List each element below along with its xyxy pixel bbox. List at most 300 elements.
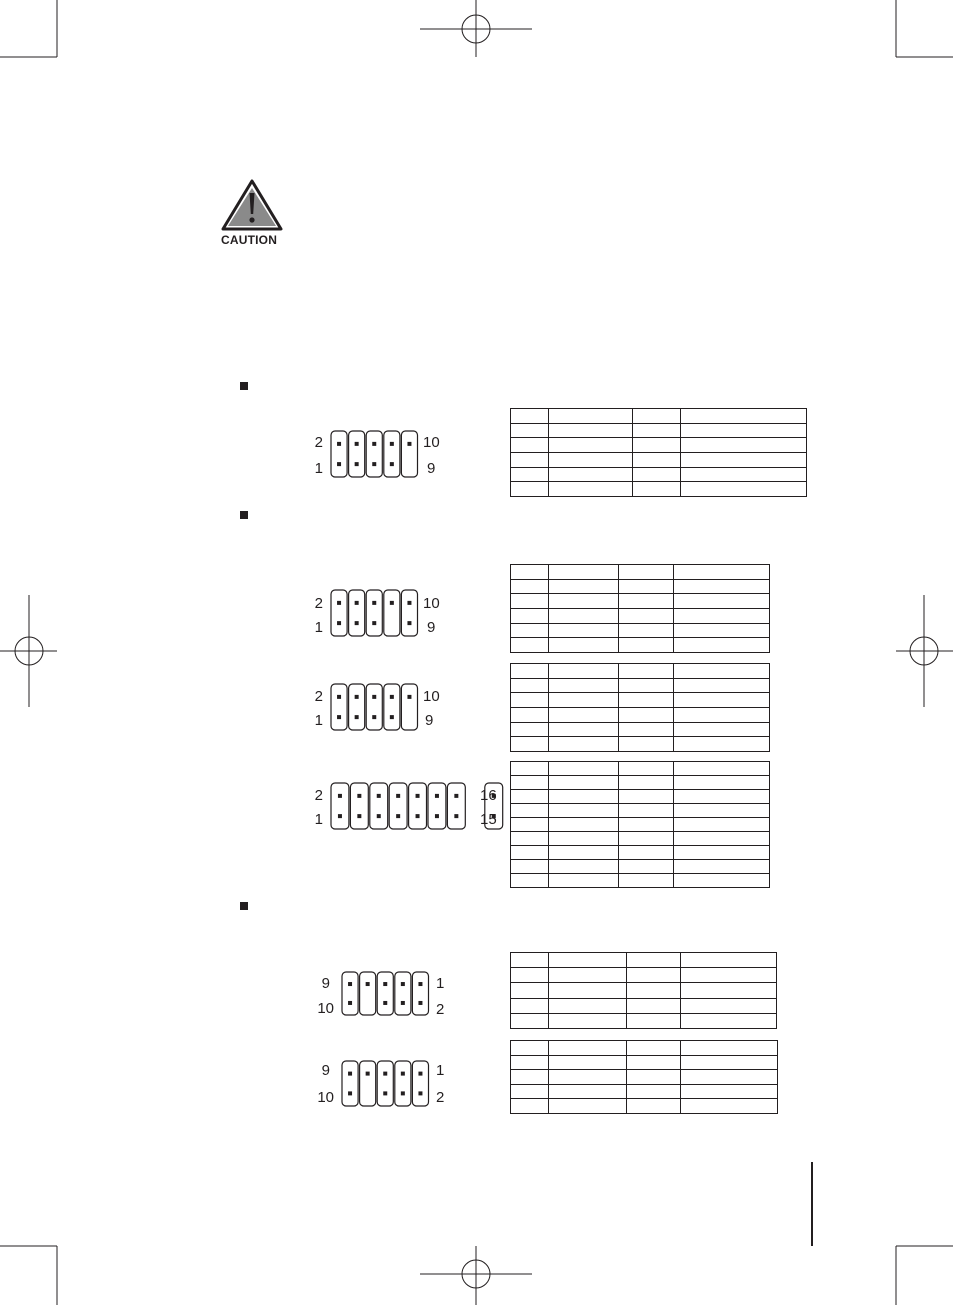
table-cell xyxy=(511,579,549,594)
table-cell xyxy=(511,565,549,580)
table-row xyxy=(511,983,777,998)
table-cell xyxy=(619,565,674,580)
table-cell xyxy=(681,968,777,983)
pin-column xyxy=(350,783,368,829)
table-row xyxy=(511,1084,778,1099)
table-cell xyxy=(674,846,770,860)
table-cell xyxy=(549,482,633,497)
pin-label-top-left: 2 xyxy=(314,688,323,705)
pin-dot xyxy=(435,814,439,818)
pin-column xyxy=(349,431,365,477)
table-row xyxy=(511,953,777,968)
table-cell xyxy=(681,1041,778,1056)
pin-dot xyxy=(355,442,359,446)
table-cell xyxy=(627,983,681,998)
table-cell xyxy=(511,737,549,752)
table-cell xyxy=(681,1099,778,1114)
pin-label-top-left: 9 xyxy=(321,975,330,992)
table-cell xyxy=(549,1070,627,1085)
pin-column xyxy=(395,1061,411,1106)
pin-column xyxy=(409,783,427,829)
caution-label: CAUTION xyxy=(221,233,278,247)
table-row xyxy=(511,722,770,737)
table-cell xyxy=(674,776,770,790)
table-row xyxy=(511,438,807,453)
table-cell xyxy=(549,693,619,708)
pin-dot xyxy=(337,462,341,466)
pin-dot xyxy=(407,601,411,605)
pin-column xyxy=(370,783,388,829)
pin-dot xyxy=(383,1091,387,1095)
pin-dot xyxy=(390,442,394,446)
pin-label-bottom-right: 2 xyxy=(436,1089,445,1106)
table-cell xyxy=(627,1084,681,1099)
pin-column xyxy=(349,684,365,730)
pin-dot xyxy=(377,814,381,818)
table-cell xyxy=(619,638,674,653)
pin-column xyxy=(412,972,428,1015)
table-row xyxy=(511,1070,778,1085)
table-cell xyxy=(511,998,549,1013)
pin-label-bottom-right: 2 xyxy=(436,1001,445,1018)
table-cell xyxy=(681,409,807,424)
page-edge-bar xyxy=(811,1162,813,1246)
pin-dot xyxy=(348,1072,352,1076)
pin-dot xyxy=(407,695,411,699)
pin-column xyxy=(366,590,382,636)
table-cell xyxy=(674,874,770,888)
table-cell xyxy=(549,1013,627,1028)
pin-assignment-table xyxy=(510,663,770,752)
table-row xyxy=(511,804,770,818)
table-cell xyxy=(549,453,633,468)
table-cell xyxy=(511,438,549,453)
table-cell xyxy=(511,409,549,424)
pin-column xyxy=(428,783,446,829)
pin-dot xyxy=(357,794,361,798)
table-cell xyxy=(549,565,619,580)
table-cell xyxy=(549,1055,627,1070)
pin-dot xyxy=(383,1072,387,1076)
table-cell xyxy=(627,1055,681,1070)
table-row xyxy=(511,998,777,1013)
table-cell xyxy=(511,423,549,438)
table-cell xyxy=(511,790,549,804)
table-cell xyxy=(619,818,674,832)
pin-dot xyxy=(418,1001,422,1005)
table-cell xyxy=(511,482,549,497)
pin-dot xyxy=(355,601,359,605)
pin-dot xyxy=(383,982,387,986)
pin-column xyxy=(401,431,417,477)
table-cell xyxy=(549,762,619,776)
table-cell xyxy=(511,776,549,790)
pin-dot xyxy=(348,1091,352,1095)
table-cell xyxy=(619,609,674,624)
table-cell xyxy=(619,722,674,737)
table-row xyxy=(511,409,807,424)
pin-dot xyxy=(357,814,361,818)
table-cell xyxy=(674,708,770,723)
table-cell xyxy=(633,423,681,438)
pin-label-bottom-left: 1 xyxy=(314,712,323,729)
table-cell xyxy=(511,1041,549,1056)
pin-label-bottom-right: 15 xyxy=(480,811,497,828)
pin-dot xyxy=(435,794,439,798)
table-row xyxy=(511,1055,778,1070)
pin-dot xyxy=(338,794,342,798)
table-cell xyxy=(627,1099,681,1114)
table-cell xyxy=(549,983,627,998)
table-row xyxy=(511,609,770,624)
pin-dot xyxy=(454,794,458,798)
table-cell xyxy=(511,467,549,482)
table-cell xyxy=(549,874,619,888)
table-cell xyxy=(549,804,619,818)
table-cell xyxy=(627,1013,681,1028)
table-cell xyxy=(674,818,770,832)
pin-column xyxy=(331,431,347,477)
table-cell xyxy=(633,482,681,497)
table-cell xyxy=(619,860,674,874)
table-cell xyxy=(674,565,770,580)
pin-column xyxy=(447,783,465,829)
pin-assignment-table xyxy=(510,761,770,888)
pin-dot xyxy=(407,621,411,625)
table-cell xyxy=(511,762,549,776)
pin-label-bottom-right: 9 xyxy=(425,712,434,729)
pin-dot xyxy=(401,1091,405,1095)
table-cell xyxy=(511,846,549,860)
table-row xyxy=(511,579,770,594)
table-cell xyxy=(674,609,770,624)
table-cell xyxy=(674,722,770,737)
pin-dot xyxy=(390,715,394,719)
pin-dot xyxy=(337,442,341,446)
pin-column xyxy=(401,684,417,730)
table-cell xyxy=(674,623,770,638)
pin-dot xyxy=(416,794,420,798)
table-cell xyxy=(619,737,674,752)
table-row xyxy=(511,453,807,468)
table-cell xyxy=(619,776,674,790)
table-row xyxy=(511,482,807,497)
table-cell xyxy=(549,722,619,737)
table-row xyxy=(511,790,770,804)
table-cell xyxy=(619,579,674,594)
table-cell xyxy=(681,467,807,482)
pin-dot xyxy=(407,442,411,446)
table-cell xyxy=(681,438,807,453)
table-cell xyxy=(681,423,807,438)
pin-label-bottom-left: 10 xyxy=(317,1000,334,1017)
pin-dot xyxy=(366,982,370,986)
table-cell xyxy=(674,579,770,594)
pin-label-top-right: 16 xyxy=(480,787,497,804)
pin-column xyxy=(331,590,347,636)
table-cell xyxy=(511,968,549,983)
table-cell xyxy=(549,737,619,752)
table-cell xyxy=(633,438,681,453)
table-cell xyxy=(619,708,674,723)
pin-label-top-right: 10 xyxy=(423,595,440,612)
table-cell xyxy=(511,722,549,737)
table-cell xyxy=(549,678,619,693)
pin-label-top-left: 9 xyxy=(321,1062,330,1079)
table-cell xyxy=(549,638,619,653)
table-cell xyxy=(511,804,549,818)
table-cell xyxy=(511,623,549,638)
table-cell xyxy=(511,609,549,624)
pin-dot xyxy=(337,715,341,719)
pin-dot xyxy=(396,814,400,818)
table-cell xyxy=(549,1084,627,1099)
table-cell xyxy=(549,860,619,874)
pin-column xyxy=(401,590,417,636)
table-cell xyxy=(619,594,674,609)
table-row xyxy=(511,565,770,580)
table-cell xyxy=(681,1084,778,1099)
pin-column xyxy=(360,972,376,1015)
pin-dot xyxy=(337,621,341,625)
pin-column xyxy=(349,590,365,636)
pin-label-bottom-left: 1 xyxy=(314,460,323,477)
pin-dot xyxy=(401,982,405,986)
table-row xyxy=(511,1099,778,1114)
table-cell xyxy=(674,860,770,874)
table-cell xyxy=(549,594,619,609)
table-cell xyxy=(549,818,619,832)
table-cell xyxy=(619,664,674,679)
pin-dot xyxy=(355,715,359,719)
table-cell xyxy=(681,983,777,998)
pin-label-top-left: 2 xyxy=(314,787,323,804)
table-row xyxy=(511,762,770,776)
table-cell xyxy=(674,790,770,804)
table-row xyxy=(511,1013,777,1028)
table-cell xyxy=(619,832,674,846)
table-cell xyxy=(511,708,549,723)
table-cell xyxy=(674,832,770,846)
pin-column xyxy=(331,684,347,730)
pin-dot xyxy=(366,1072,370,1076)
table-cell xyxy=(511,874,549,888)
pin-dot xyxy=(355,695,359,699)
pin-label-top-right: 1 xyxy=(436,975,445,992)
table-cell xyxy=(511,1055,549,1070)
pin-column xyxy=(412,1061,428,1106)
pin-column xyxy=(331,783,349,829)
pin-label-bottom-right: 9 xyxy=(427,619,436,636)
pin-dot xyxy=(418,1072,422,1076)
table-cell xyxy=(549,623,619,638)
table-row xyxy=(511,423,807,438)
table-cell xyxy=(619,693,674,708)
table-cell xyxy=(549,438,633,453)
table-cell xyxy=(549,968,627,983)
pin-dot xyxy=(454,814,458,818)
pin-label-top-right: 10 xyxy=(423,688,440,705)
pin-dot xyxy=(396,794,400,798)
table-row xyxy=(511,818,770,832)
pin-column xyxy=(366,431,382,477)
table-cell xyxy=(549,953,627,968)
table-row xyxy=(511,623,770,638)
pin-label-bottom-left: 1 xyxy=(314,619,323,636)
table-cell xyxy=(633,453,681,468)
table-cell xyxy=(511,860,549,874)
table-cell xyxy=(549,832,619,846)
pin-column xyxy=(384,684,400,730)
table-cell xyxy=(627,1070,681,1085)
pin-column xyxy=(395,972,411,1015)
table-cell xyxy=(674,638,770,653)
pin-column xyxy=(377,972,393,1015)
pin-column xyxy=(366,684,382,730)
table-cell xyxy=(681,1070,778,1085)
pin-dot xyxy=(418,1091,422,1095)
table-cell xyxy=(549,579,619,594)
table-cell xyxy=(674,594,770,609)
table-cell xyxy=(511,664,549,679)
pin-column xyxy=(384,590,400,636)
pin-dot xyxy=(377,794,381,798)
table-row xyxy=(511,467,807,482)
pin-label-bottom-left: 10 xyxy=(317,1089,334,1106)
pin-label-top-right: 1 xyxy=(436,1062,445,1079)
pin-dot xyxy=(390,601,394,605)
pin-dot xyxy=(418,982,422,986)
table-cell xyxy=(681,1055,778,1070)
table-cell xyxy=(549,664,619,679)
pin-assignment-table xyxy=(510,564,770,653)
table-cell xyxy=(619,874,674,888)
table-cell xyxy=(511,1099,549,1114)
pin-column xyxy=(360,1061,376,1106)
table-cell xyxy=(549,776,619,790)
pin-dot xyxy=(337,695,341,699)
pin-dot xyxy=(416,814,420,818)
pin-dot xyxy=(338,814,342,818)
table-cell xyxy=(511,953,549,968)
table-cell xyxy=(627,998,681,1013)
table-cell xyxy=(681,998,777,1013)
table-cell xyxy=(619,678,674,693)
table-cell xyxy=(681,1013,777,1028)
table-cell xyxy=(511,594,549,609)
pin-label-top-left: 2 xyxy=(314,595,323,612)
table-cell xyxy=(511,638,549,653)
table-row xyxy=(511,678,770,693)
pin-label-top-left: 2 xyxy=(314,434,323,451)
table-cell xyxy=(619,804,674,818)
pin-dot xyxy=(390,695,394,699)
pin-dot xyxy=(348,1001,352,1005)
table-cell xyxy=(549,423,633,438)
pin-column xyxy=(342,972,358,1015)
table-row xyxy=(511,594,770,609)
table-row xyxy=(511,638,770,653)
pin-column xyxy=(389,783,407,829)
table-cell xyxy=(511,1070,549,1085)
table-cell xyxy=(511,1013,549,1028)
table-row xyxy=(511,1041,778,1056)
table-row xyxy=(511,737,770,752)
table-cell xyxy=(627,953,681,968)
pin-dot xyxy=(383,1001,387,1005)
pin-dot xyxy=(372,601,376,605)
table-cell xyxy=(511,453,549,468)
table-cell xyxy=(511,983,549,998)
pin-dot xyxy=(348,982,352,986)
table-cell xyxy=(511,818,549,832)
pin-column xyxy=(377,1061,393,1106)
pin-column xyxy=(384,431,400,477)
table-cell xyxy=(674,664,770,679)
table-cell xyxy=(674,737,770,752)
table-cell xyxy=(627,1041,681,1056)
table-cell xyxy=(619,623,674,638)
table-cell xyxy=(549,1041,627,1056)
table-row xyxy=(511,664,770,679)
table-cell xyxy=(674,678,770,693)
pin-dot xyxy=(401,1001,405,1005)
table-cell xyxy=(633,467,681,482)
table-cell xyxy=(511,1084,549,1099)
table-cell xyxy=(549,846,619,860)
table-cell xyxy=(619,762,674,776)
pin-label-top-right: 10 xyxy=(423,434,440,451)
pin-column xyxy=(342,1061,358,1106)
pin-dot xyxy=(355,462,359,466)
table-cell xyxy=(674,693,770,708)
pin-dot xyxy=(372,462,376,466)
table-cell xyxy=(619,846,674,860)
table-row xyxy=(511,708,770,723)
table-cell xyxy=(681,953,777,968)
pin-label-bottom-right: 9 xyxy=(427,460,436,477)
pin-label-bottom-left: 1 xyxy=(314,811,323,828)
table-row xyxy=(511,874,770,888)
table-cell xyxy=(674,804,770,818)
table-row xyxy=(511,832,770,846)
table-cell xyxy=(511,693,549,708)
pin-assignment-table xyxy=(510,1040,778,1114)
table-cell xyxy=(549,1099,627,1114)
table-row xyxy=(511,846,770,860)
table-cell xyxy=(549,409,633,424)
table-cell xyxy=(674,762,770,776)
table-row xyxy=(511,968,777,983)
pin-assignment-table xyxy=(510,408,807,497)
table-cell xyxy=(511,678,549,693)
table-row xyxy=(511,776,770,790)
table-cell xyxy=(549,467,633,482)
table-cell xyxy=(549,790,619,804)
pin-assignment-table xyxy=(510,952,777,1029)
pin-dot xyxy=(372,621,376,625)
pin-dot xyxy=(390,462,394,466)
table-cell xyxy=(627,968,681,983)
table-cell xyxy=(549,998,627,1013)
pin-dot xyxy=(372,442,376,446)
table-cell xyxy=(549,609,619,624)
table-cell xyxy=(681,453,807,468)
table-cell xyxy=(619,790,674,804)
table-row xyxy=(511,860,770,874)
table-cell xyxy=(633,409,681,424)
table-cell xyxy=(681,482,807,497)
